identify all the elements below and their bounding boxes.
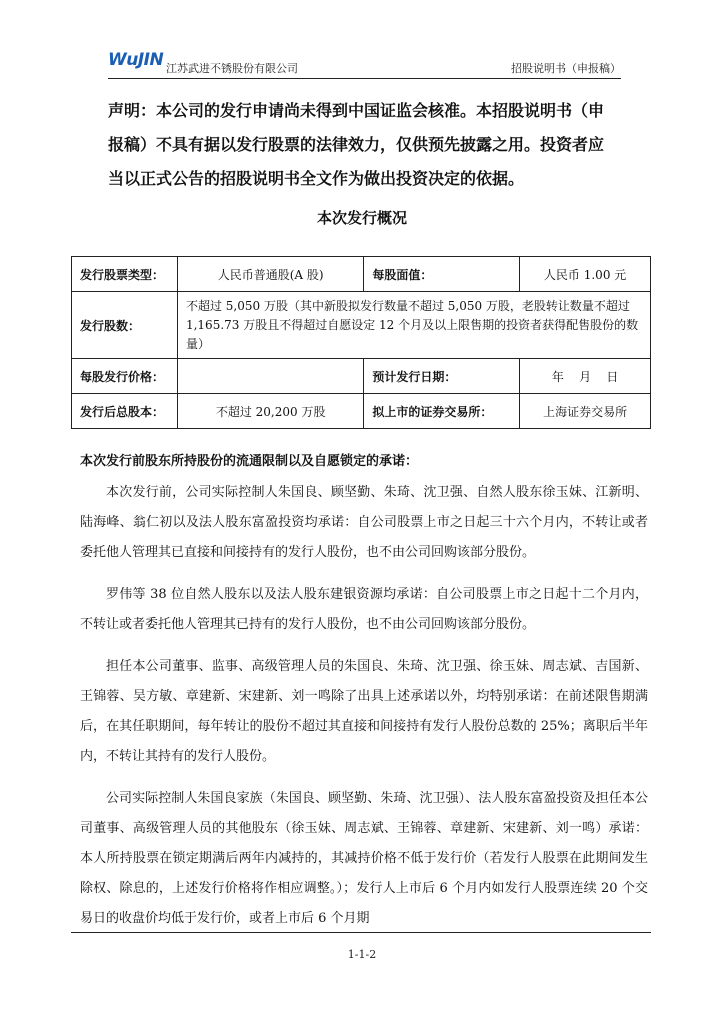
page-header bbox=[108, 48, 621, 78]
table-value: 人民币 1.00 元 bbox=[520, 257, 651, 292]
company-name: 江苏武进不锈股份有限公司 bbox=[166, 62, 298, 75]
table-label: 每股发行价格： bbox=[72, 359, 178, 394]
paragraph: 本次发行前，公司实际控制人朱国良、顾坚勤、朱琦、沈卫强、自然人股东徐玉妹、江新明、陆海峰、翁仁初以及法人股东富盈投资均承诺：自公司股票上市之日起三十六个月内，不转让或者委托他人管理其已直接和间接持有的发行人股份，也不由公司回购该部分股份。 bbox=[80, 485, 648, 560]
table-label: 发行后总股本： bbox=[72, 394, 178, 429]
table-value: 上海证券交易所 bbox=[520, 394, 651, 429]
table-label: 发行股数： bbox=[72, 292, 178, 359]
paragraph: 公司实际控制人朱国良家族（朱国良、顾坚勤、朱琦、沈卫强）、法人股东富盈投资及担任本公司董事、高级管理人员的其他股东（徐玉妹、周志斌、王锦蓉、章建新、宋建新、刘一鸣）承诺：本人所持股票在锁定期满后两年内减持的，其减持价格不低于发行价（若发行人股票在此期间发生除权、除息的，上述发行价格将作相应调整。）；发行人上市后 6 个月内如发行人股票连续 20 个交易日的收盘价均低于发行价，或者上市后 6 个月期 bbox=[80, 791, 648, 926]
paragraph: 担任本公司董事、监事、高级管理人员的朱国良、朱琦、沈卫强、徐玉妹、周志斌、吉国新、王锦蓉、吴方敏、章建新、宋建新、刘一鸣除了出具上述承诺以外，均特别承诺：在前述限售期满后，在其任职期间，每年转让的股份不超过其直接和间接持有发行人股份总数的 25%；离职后半年内，不转让其持有的发行人股份。 bbox=[80, 659, 648, 764]
table-label: 每股面值： bbox=[364, 257, 520, 292]
commitment-heading: 本次发行前股东所持股份的流通限制以及自愿锁定的承诺： bbox=[80, 454, 419, 469]
table-value bbox=[177, 359, 363, 394]
table-value: 年 月 日 bbox=[520, 359, 651, 394]
table-label: 发行股票类型： bbox=[72, 257, 178, 292]
table-row bbox=[72, 359, 651, 394]
table-value: 不超过 5,050 万股（其中新股拟发行数量不超过 5,050 万股，老股转让数量不超过 1,165.73 万股且不得超过自愿设定 12 个月及以上限售期的投资者获得配售股份的数量） bbox=[177, 292, 650, 359]
footer-divider bbox=[71, 932, 651, 933]
table-row bbox=[72, 257, 651, 292]
paragraph: 罗伟等 38 位自然人股东以及法人股东建银资源均承诺：自公司股票上市之日起十二个月内，不转让或者委托他人管理其已持有的发行人股份，也不由公司回购该部分股份。 bbox=[80, 587, 648, 632]
table-label: 预计发行日期： bbox=[364, 359, 520, 394]
offering-overview-table bbox=[71, 256, 651, 429]
table-value: 人民币普通股(A 股) bbox=[177, 257, 363, 292]
section-title: 本次发行概况 bbox=[316, 209, 407, 227]
company-logo: WuJIN bbox=[108, 50, 164, 70]
table-row bbox=[72, 292, 651, 359]
table-row bbox=[72, 394, 651, 429]
header-divider bbox=[108, 78, 621, 79]
commitment-body bbox=[80, 478, 648, 946]
declaration-statement: 声明：本公司的发行申请尚未得到中国证监会核准。本招股说明书（申报稿）不具有据以发行股票的法律效力，仅供预先披露之用。投资者应当以正式公告的招股说明书全文作为做出投资决定的依据。 bbox=[108, 101, 605, 188]
document-title: 招股说明书（申报稿） bbox=[511, 62, 621, 75]
table-value: 不超过 20,200 万股 bbox=[177, 394, 363, 429]
table-label: 拟上市的证券交易所： bbox=[364, 394, 520, 429]
page-number: 1-1-2 bbox=[347, 948, 377, 961]
